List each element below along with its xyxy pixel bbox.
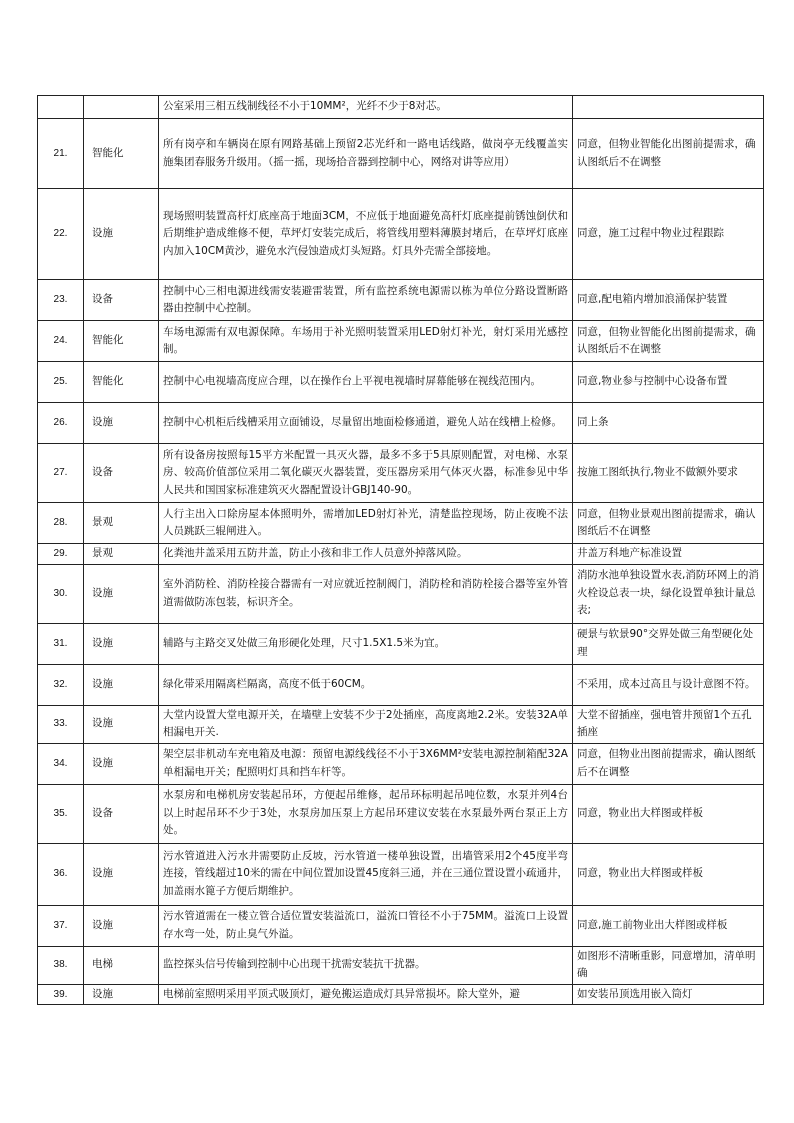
table-row bbox=[38, 403, 764, 444]
table-row bbox=[38, 984, 764, 1005]
row-number: 32. bbox=[38, 664, 84, 705]
table-row bbox=[38, 905, 764, 946]
row-number: 25. bbox=[38, 362, 84, 403]
row-number: 35. bbox=[38, 784, 84, 843]
row-category bbox=[84, 96, 159, 119]
row-number: 30. bbox=[38, 564, 84, 623]
row-reply: 消防水池单独设置水表,消防环网上的消火栓设总表一块，绿化设置单独计量总表; bbox=[573, 564, 764, 623]
row-reply: 同意,配电箱内增加浪涌保护装置 bbox=[573, 280, 764, 321]
row-category: 设施 bbox=[84, 843, 159, 905]
row-category: 设备 bbox=[84, 784, 159, 843]
table-row bbox=[38, 946, 764, 984]
row-number: 39. bbox=[38, 984, 84, 1005]
table-row bbox=[38, 321, 764, 362]
row-content: 车场电源需有双电源保障。车场用于补光照明装置采用LED射灯补光，射灯采用光感控制。 bbox=[159, 321, 573, 362]
row-number: 29. bbox=[38, 544, 84, 565]
table-body bbox=[38, 96, 764, 1005]
row-reply: 同意，但物业出图前提需求，确认图纸后不在调整 bbox=[573, 743, 764, 784]
row-category: 景观 bbox=[84, 544, 159, 565]
table-row bbox=[38, 743, 764, 784]
row-reply: 同意，施工过程中物业过程跟踪 bbox=[573, 189, 764, 280]
row-content: 公室采用三相五线制线径不小于10MM²，光纤不少于8对芯。 bbox=[159, 96, 573, 119]
row-number bbox=[38, 96, 84, 119]
row-number: 26. bbox=[38, 403, 84, 444]
row-number: 37. bbox=[38, 905, 84, 946]
row-content: 控制中心电视墙高度应合理，以在操作台上平视电视墙时屏幕能够在视线范围内。 bbox=[159, 362, 573, 403]
table-row bbox=[38, 189, 764, 280]
table-row bbox=[38, 96, 764, 119]
row-content: 现场照明装置高杆灯底座高于地面3CM，不应低于地面避免高杆灯底座提前锈蚀倒伏和后期维护造成维修不便，草坪灯安装完成后，将管线用塑料薄膜封堵后，在草坪灯底座内加入10CM黄沙，避免水汽侵蚀造成灯头短路。灯具外壳需全部接地。 bbox=[159, 189, 573, 280]
row-category: 设施 bbox=[84, 189, 159, 280]
row-category: 设施 bbox=[84, 403, 159, 444]
row-number: 34. bbox=[38, 743, 84, 784]
table-row bbox=[38, 544, 764, 565]
table-row bbox=[38, 503, 764, 544]
row-category: 设备 bbox=[84, 280, 159, 321]
row-category: 设施 bbox=[84, 564, 159, 623]
row-content: 污水管道需在一楼立管合适位置安装溢流口，溢流口管径不小于75MM。溢流口上设置存水弯一处，防止臭气外溢。 bbox=[159, 905, 573, 946]
row-category: 设备 bbox=[84, 444, 159, 503]
row-reply: 不采用，成本过高且与设计意图不符。 bbox=[573, 664, 764, 705]
row-reply: 同意，物业出大样图或样板 bbox=[573, 784, 764, 843]
row-number: 24. bbox=[38, 321, 84, 362]
row-reply: 井盖万科地产标准设置 bbox=[573, 544, 764, 565]
row-category: 设施 bbox=[84, 623, 159, 664]
row-category: 设施 bbox=[84, 705, 159, 743]
row-reply: 硬景与软景90°交界处做三角型硬化处理 bbox=[573, 623, 764, 664]
row-content: 人行主出入口除房屋本体照明外，需增加LED射灯补光，清楚监控现场，防止夜晚不法人员跳跃三辊闸进入。 bbox=[159, 503, 573, 544]
row-number: 27. bbox=[38, 444, 84, 503]
table-row bbox=[38, 564, 764, 623]
row-reply: 如图形不清晰重影，同意增加，清单明确 bbox=[573, 946, 764, 984]
row-reply: 如安装吊顶选用嵌入筒灯 bbox=[573, 984, 764, 1005]
row-reply: 同意，但物业景观出图前提需求，确认图纸后不在调整 bbox=[573, 503, 764, 544]
table-row bbox=[38, 444, 764, 503]
row-category: 智能化 bbox=[84, 119, 159, 189]
row-content: 污水管道进入污水井需要防止反坡，污水管道一楼单独设置，出墙管采用2个45度半弯连接，管线超过10米的需在中间位置加设置45度斜三通，并在三通位置设置小疏通井，加盖雨水篦子方便后期维护。 bbox=[159, 843, 573, 905]
table-row bbox=[38, 362, 764, 403]
row-category: 智能化 bbox=[84, 321, 159, 362]
row-category: 设施 bbox=[84, 743, 159, 784]
row-category: 智能化 bbox=[84, 362, 159, 403]
row-reply: 同意，但物业智能化出图前提需求，确认图纸后不在调整 bbox=[573, 321, 764, 362]
row-reply: 同意，物业出大样图或样板 bbox=[573, 843, 764, 905]
table-row bbox=[38, 843, 764, 905]
row-reply: 大堂不留插座，强电管井预留1个五孔插座 bbox=[573, 705, 764, 743]
row-content: 架空层非机动车充电箱及电源：预留电源线线径不小于3X6MM²安装电源控制箱配32A单相漏电开关；配照明灯具和挡车杆等。 bbox=[159, 743, 573, 784]
row-reply bbox=[573, 96, 764, 119]
row-content: 监控探头信号传输到控制中心出现干扰需安装抗干扰器。 bbox=[159, 946, 573, 984]
row-number: 22. bbox=[38, 189, 84, 280]
row-content: 控制中心机柜后线槽采用立面铺设，尽量留出地面检修通道，避免人站在线槽上检修。 bbox=[159, 403, 573, 444]
row-content: 辅路与主路交叉处做三角形硬化处理，尺寸1.5X1.5米为宜。 bbox=[159, 623, 573, 664]
table-row bbox=[38, 784, 764, 843]
row-reply: 同上条 bbox=[573, 403, 764, 444]
requirements-table bbox=[37, 95, 764, 1005]
row-content: 水泵房和电梯机房安装起吊环，方便起吊维修，起吊环标明起吊吨位数，水泵并列4台以上时起吊环不少于3处，水泵房加压泵上方起吊环建议安装在水泵最外两台泵正上方处。 bbox=[159, 784, 573, 843]
row-number: 21. bbox=[38, 119, 84, 189]
row-content: 室外消防栓、消防栓接合器需有一对应就近控制阀门，消防栓和消防栓接合器等室外管道需做防冻包装，标识齐全。 bbox=[159, 564, 573, 623]
table-row bbox=[38, 119, 764, 189]
row-reply: 同意,物业参与控制中心设备布置 bbox=[573, 362, 764, 403]
row-content: 所有设备房按照每15平方米配置一具灭火器，最多不多于5具原则配置，对电梯、水泵房、较高价值部位采用二氧化碳灭火器装置，变压器房采用气体灭火器，标准参见中华人民共和国国家标准建筑灭火器配置设计GBJ140-90。 bbox=[159, 444, 573, 503]
row-category: 景观 bbox=[84, 503, 159, 544]
row-content: 绿化带采用隔离栏隔离，高度不低于60CM。 bbox=[159, 664, 573, 705]
table-row bbox=[38, 705, 764, 743]
row-number: 33. bbox=[38, 705, 84, 743]
row-number: 28. bbox=[38, 503, 84, 544]
row-number: 31. bbox=[38, 623, 84, 664]
row-category: 电梯 bbox=[84, 946, 159, 984]
row-content: 所有岗亭和车辆岗在原有网路基础上预留2芯光纤和一路电话线路，做岗亭无线覆盖实施集团春服务升级用。（摇一摇，现场拾音器到控制中心，网络对讲等应用） bbox=[159, 119, 573, 189]
table-row bbox=[38, 623, 764, 664]
requirements-table-page bbox=[37, 95, 763, 1005]
row-content: 化粪池井盖采用五防井盖，防止小孩和非工作人员意外掉落风险。 bbox=[159, 544, 573, 565]
row-reply: 同意，但物业智能化出图前提需求，确认图纸后不在调整 bbox=[573, 119, 764, 189]
row-category: 设施 bbox=[84, 905, 159, 946]
row-number: 38. bbox=[38, 946, 84, 984]
row-content: 大堂内设置大堂电源开关，在墙壁上安装不少于2处插座，高度离地2.2米。安装32A单相漏电开关. bbox=[159, 705, 573, 743]
row-category: 设施 bbox=[84, 984, 159, 1005]
table-row bbox=[38, 280, 764, 321]
table-row bbox=[38, 664, 764, 705]
row-number: 36. bbox=[38, 843, 84, 905]
row-content: 控制中心三相电源进线需安装避雷装置，所有监控系统电源需以栋为单位分路设置断路器由控制中心控制。 bbox=[159, 280, 573, 321]
row-number: 23. bbox=[38, 280, 84, 321]
row-reply: 同意,施工前物业出大样图或样板 bbox=[573, 905, 764, 946]
row-content: 电梯前室照明采用平顶式吸顶灯，避免搬运造成灯具异常损坏。除大堂外，避 bbox=[159, 984, 573, 1005]
row-reply: 按施工图纸执行,物业不做额外要求 bbox=[573, 444, 764, 503]
row-category: 设施 bbox=[84, 664, 159, 705]
